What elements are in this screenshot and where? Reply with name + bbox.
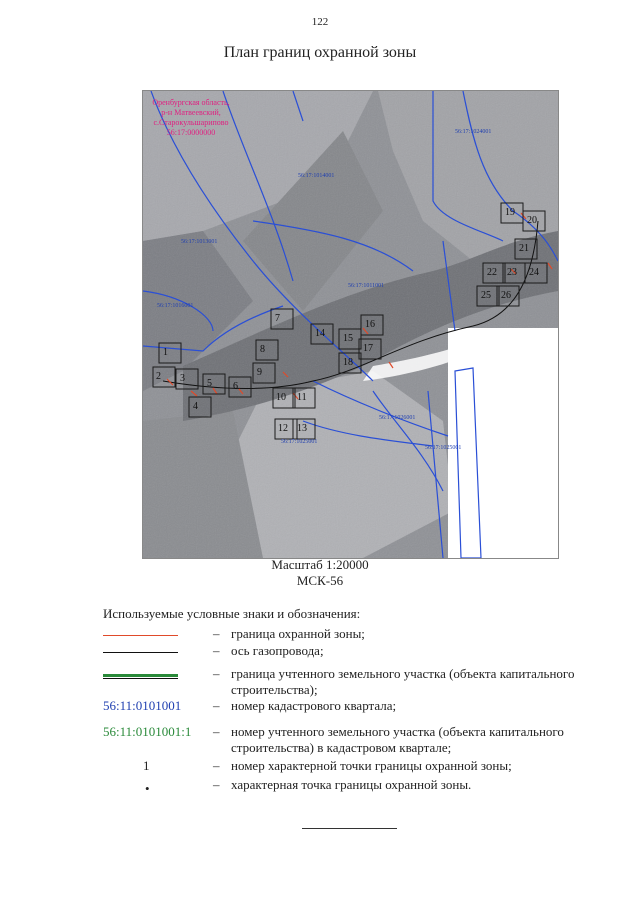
map-svg	[143, 91, 558, 558]
legend-dash: –	[213, 777, 220, 792]
point-label: 7	[275, 313, 280, 324]
point-label: 23	[507, 267, 517, 278]
coordinate-system: МСК-56	[296, 573, 344, 588]
point-label: 1	[163, 347, 168, 358]
point-label: 12	[278, 423, 288, 434]
page-title: План границ охранной зоны	[223, 44, 417, 61]
point-label: 24	[529, 267, 539, 278]
legend-text: номер характерной точки границы охранной зоны;	[231, 758, 512, 773]
legend-text: характерная точка границы охранной зоны.	[231, 777, 472, 792]
point-label: 19	[505, 207, 515, 218]
legend-text: номер учтенного земельного участка (объекта капитального строительства) в кадастровом квартале;	[231, 724, 564, 755]
quarter-label: 56:17:1025001	[281, 439, 318, 445]
point-label: 22	[487, 267, 497, 278]
point-label: 21	[519, 243, 529, 254]
point-dot-symbol: •	[145, 781, 150, 796]
point-label: 2	[156, 371, 161, 382]
point-label: 14	[315, 328, 325, 339]
point-label: 6	[233, 381, 238, 392]
legend-text: номер кадастрового квартала;	[231, 698, 397, 713]
quarter-label: 56:17:1026001	[379, 415, 416, 421]
legend-text: граница учтенного земельного участка (объекта капитального строительства);	[231, 666, 575, 697]
quarter-label: 56:17:1016001	[157, 303, 194, 309]
region-label-line: 56:17:0000000	[166, 128, 216, 137]
point-label: 18	[343, 357, 353, 368]
page-number: 122	[311, 16, 329, 28]
point-label: 25	[481, 290, 491, 301]
region-label-line: Оренбургская область,	[152, 98, 230, 107]
quarter-label: 56:17:1013001	[181, 239, 218, 245]
parcel-number-sample: 56:11:0101001:1	[103, 724, 192, 739]
point-label: 3	[180, 373, 185, 384]
gas-axis-symbol	[103, 652, 178, 653]
quarter-label: 56:17:1025001	[425, 445, 462, 451]
map-scale: Масштаб 1:20000	[271, 557, 369, 572]
legend-dash: –	[213, 698, 220, 713]
region-label-line: с.Старокульшарипово	[153, 118, 229, 127]
quarter-label: 56:17:1011001	[348, 283, 385, 289]
point-label: 16	[365, 319, 375, 330]
point-label: 4	[193, 401, 198, 412]
legend-dash: –	[213, 643, 220, 658]
legend-dash: –	[213, 758, 220, 773]
point-label: 20	[527, 215, 537, 226]
point-label: 17	[363, 343, 373, 354]
point-label: 11	[297, 392, 307, 403]
region-label-line: р-н Матвеевский,	[161, 108, 221, 117]
legend-dash: –	[213, 666, 220, 681]
zone-boundary-symbol	[103, 635, 178, 636]
point-label: 15	[343, 333, 353, 344]
legend-heading: Используемые условные знаки и обозначения:	[103, 606, 361, 621]
legend-dash: –	[213, 626, 220, 641]
quarter-label: 56:17:1024001	[455, 129, 492, 135]
point-label: 5	[207, 378, 212, 389]
legend-text: ось газопровода;	[231, 643, 324, 658]
point-label: 8	[260, 344, 265, 355]
legend-dash: –	[213, 724, 220, 739]
closing-rule	[302, 828, 397, 829]
quarter-label: 56:17:1014001	[298, 173, 335, 179]
point-label: 13	[297, 423, 307, 434]
point-label: 10	[276, 392, 286, 403]
point-label: 9	[257, 367, 262, 378]
quarter-number-sample: 56:11:0101001	[103, 698, 182, 713]
parcel-boundary-symbol	[103, 674, 178, 679]
cadastral-map	[142, 90, 559, 559]
point-number-sample: 1	[143, 758, 150, 773]
legend-text: граница охранной зоны;	[231, 626, 365, 641]
point-label: 26	[501, 290, 511, 301]
